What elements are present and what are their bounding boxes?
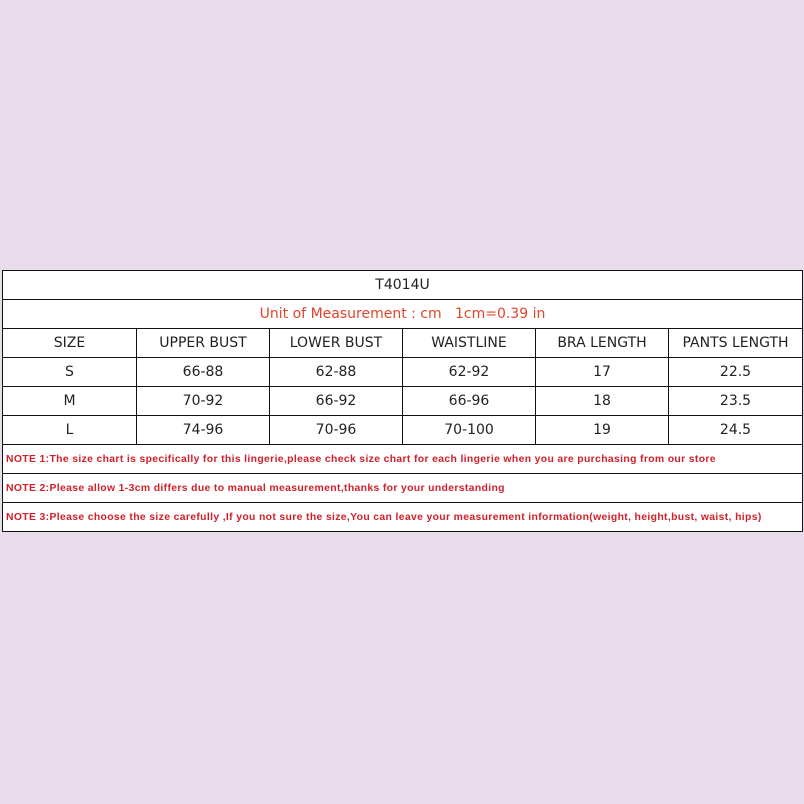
column-header-lower-bust: LOWER BUST xyxy=(270,329,403,358)
product-code-title: T4014U xyxy=(3,271,803,300)
upper-bust-cell: 66-88 xyxy=(137,358,270,387)
unit-text: Unit of Measurement : cm 1cm=0.39 in xyxy=(259,306,546,322)
note-row xyxy=(3,445,803,474)
note-row xyxy=(3,474,803,503)
unit-of-measurement xyxy=(3,300,803,329)
pants-length-cell: 24.5 xyxy=(669,416,803,445)
lower-bust-cell: 62-88 xyxy=(270,358,403,387)
column-header-upper-bust: UPPER BUST xyxy=(137,329,270,358)
column-header-waistline: WAISTLINE xyxy=(403,329,536,358)
size-cell: S xyxy=(3,358,137,387)
note-2: NOTE 2:Please allow 1-3cm differs due to manual measurement,thanks for your understanding xyxy=(3,474,803,503)
lower-bust-cell: 70-96 xyxy=(270,416,403,445)
note-1: NOTE 1:The size chart is specifically for this lingerie,please check size chart for each lingerie when you are purchasing from our store xyxy=(3,445,803,474)
header-row xyxy=(3,329,803,358)
waistline-cell: 62-92 xyxy=(403,358,536,387)
upper-bust-cell: 74-96 xyxy=(137,416,270,445)
size-cell: M xyxy=(3,387,137,416)
column-header-pants-length: PANTS LENGTH xyxy=(669,329,803,358)
note-row xyxy=(3,503,803,532)
waistline-cell: 70-100 xyxy=(403,416,536,445)
bra-length-cell: 19 xyxy=(536,416,669,445)
pants-length-cell: 22.5 xyxy=(669,358,803,387)
upper-bust-cell: 70-92 xyxy=(137,387,270,416)
table-row xyxy=(3,387,803,416)
note-3: NOTE 3:Please choose the size carefully ,If you not sure the size,You can leave your measurement information(weight, height,bust, waist, hips) xyxy=(3,503,803,532)
column-header-size: SIZE xyxy=(3,329,137,358)
lower-bust-cell: 66-92 xyxy=(270,387,403,416)
pants-length-cell: 23.5 xyxy=(669,387,803,416)
table-row xyxy=(3,358,803,387)
size-cell: L xyxy=(3,416,137,445)
column-header-bra-length: BRA LENGTH xyxy=(536,329,669,358)
unit-row xyxy=(3,300,803,329)
waistline-cell: 66-96 xyxy=(403,387,536,416)
bra-length-cell: 18 xyxy=(536,387,669,416)
title-row xyxy=(3,271,803,300)
table-row xyxy=(3,416,803,445)
size-chart-table xyxy=(2,270,803,532)
bra-length-cell: 17 xyxy=(536,358,669,387)
